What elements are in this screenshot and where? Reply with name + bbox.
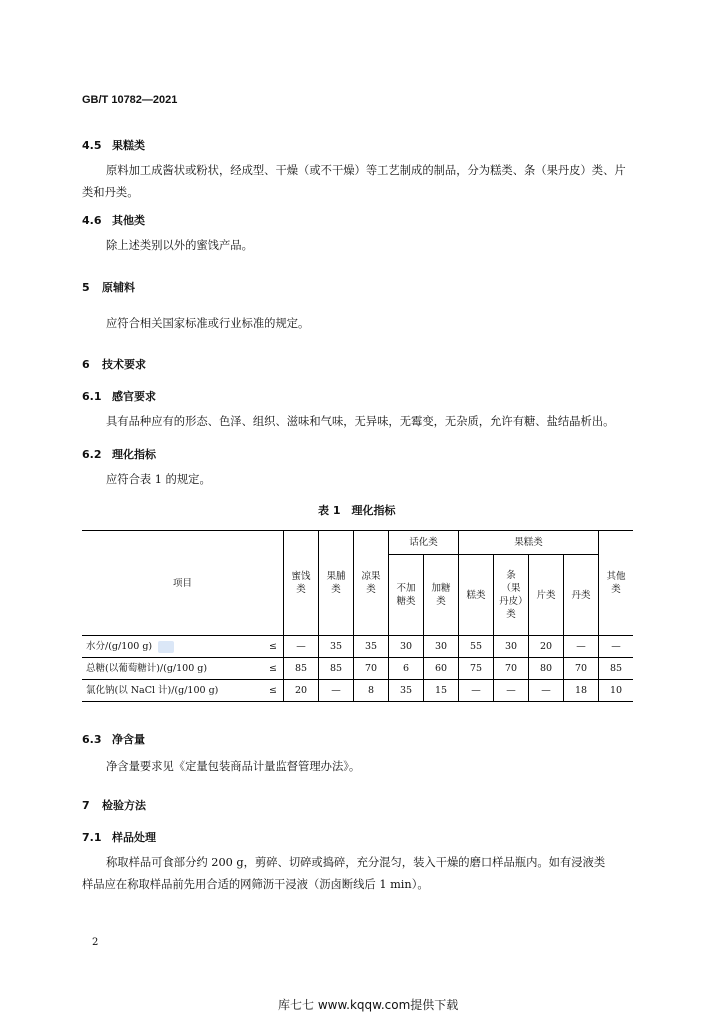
row-name-moisture: 水分/(g/100 g) — [82, 636, 258, 658]
section-heading-5 — [82, 279, 135, 295]
row-name-sodium-chloride: 氯化钠(以 NaCl 计)/(g/100 g) — [82, 680, 258, 702]
watermark-icon — [158, 641, 174, 653]
cell: — — [284, 636, 319, 658]
page-number: 2 — [92, 937, 99, 948]
cell: 70 — [494, 658, 529, 680]
section-number: 7.1 — [82, 831, 102, 844]
section-number: 4.5 — [82, 139, 102, 152]
section-heading-6-3 — [82, 731, 145, 747]
section-number: 6.3 — [82, 733, 102, 746]
cell: 55 — [459, 636, 494, 658]
section-title: 感官要求 — [112, 390, 156, 403]
cell: — — [564, 636, 599, 658]
cell: — — [599, 636, 634, 658]
cell: — — [494, 680, 529, 702]
download-footer: 库七七 www.kqqw.com提供下载 — [278, 998, 459, 1012]
section-title: 理化指标 — [112, 448, 156, 461]
row-symbol: ≤ — [258, 680, 284, 702]
section-heading-7 — [82, 797, 146, 813]
paragraph-line: 称取样品可食部分约 200 g，剪碎、切碎或捣碎，充分混匀，装入干燥的磨口样品瓶内。如有浸液类 — [106, 856, 606, 869]
header-group-huahua: 话化类 — [389, 531, 459, 555]
header-pianlei: 片类 — [529, 555, 564, 636]
cell: 70 — [354, 658, 389, 680]
cell: 35 — [389, 680, 424, 702]
paragraph-line: 除上述类别以外的蜜饯产品。 — [106, 239, 253, 252]
cell: 6 — [389, 658, 424, 680]
cell: 20 — [529, 636, 564, 658]
table-caption: 表 1 理化指标 — [318, 504, 396, 517]
paragraph-line: 应符合相关国家标准或行业标准的规定。 — [106, 317, 310, 330]
section-heading-6-1 — [82, 388, 156, 404]
header-guopu: 果脯类 — [319, 531, 354, 636]
section-number: 5 — [82, 281, 90, 294]
cell: 30 — [424, 636, 459, 658]
cell: 85 — [599, 658, 634, 680]
section-title: 检验方法 — [102, 799, 146, 812]
cell: 15 — [424, 680, 459, 702]
cell: 85 — [319, 658, 354, 680]
standard-code: GB/T 10782—2021 — [82, 94, 178, 106]
paragraph-line: 应符合表 1 的规定。 — [106, 473, 211, 486]
cell: 30 — [494, 636, 529, 658]
cell: 35 — [319, 636, 354, 658]
header-jiatang: 加糖类 — [424, 555, 459, 636]
section-title: 样品处理 — [112, 831, 156, 844]
cell: 30 — [389, 636, 424, 658]
paragraph-line: 类和丹类。 — [82, 186, 139, 199]
row-name-total-sugar: 总糖(以葡萄糖计)/(g/100 g) — [82, 658, 258, 680]
cell: — — [319, 680, 354, 702]
section-number: 4.6 — [82, 214, 102, 227]
cell: 80 — [529, 658, 564, 680]
cell: 85 — [284, 658, 319, 680]
section-title: 净含量 — [112, 733, 145, 746]
table-row — [82, 636, 633, 658]
table-row — [82, 658, 633, 680]
header-item: 项目 — [82, 531, 284, 636]
section-title: 技术要求 — [102, 358, 146, 371]
table-physicochemical-indicators — [82, 530, 633, 702]
cell: 18 — [564, 680, 599, 702]
paragraph-line: 净含量要求见《定量包装商品计量监督管理办法》。 — [106, 760, 361, 773]
cell: 70 — [564, 658, 599, 680]
section-heading-4-6 — [82, 212, 145, 228]
section-heading-7-1 — [82, 829, 156, 845]
paragraph-line: 具有品种应有的形态、色泽、组织、滋味和气味，无异味，无霉变，无杂质，允许有糖、盐结晶析出。 — [106, 415, 615, 428]
row-symbol: ≤ — [258, 658, 284, 680]
cell: 20 — [284, 680, 319, 702]
section-heading-6 — [82, 356, 146, 372]
section-number: 6.2 — [82, 448, 102, 461]
cell: 75 — [459, 658, 494, 680]
cell: 8 — [354, 680, 389, 702]
section-number: 6.1 — [82, 390, 102, 403]
section-number: 6 — [82, 358, 90, 371]
row-symbol: ≤ — [258, 636, 284, 658]
header-mijian: 蜜饯类 — [284, 531, 319, 636]
section-title: 原辅料 — [102, 281, 135, 294]
header-qita: 其他类 — [599, 531, 634, 636]
header-liangguo: 凉果类 — [354, 531, 389, 636]
cell: 60 — [424, 658, 459, 680]
cell: 35 — [354, 636, 389, 658]
paragraph-line: 样品应在称取样品前先用合适的网筛沥干浸液（沥卤断线后 1 min）。 — [82, 878, 429, 891]
section-title: 果糕类 — [112, 139, 145, 152]
header-tiaolei: 条（果丹皮）类 — [494, 555, 529, 636]
cell: — — [459, 680, 494, 702]
cell: — — [529, 680, 564, 702]
header-gaolei: 糕类 — [459, 555, 494, 636]
section-heading-4-5 — [82, 137, 145, 153]
header-group-guogao: 果糕类 — [459, 531, 599, 555]
section-number: 7 — [82, 799, 90, 812]
table-row — [82, 680, 633, 702]
section-title: 其他类 — [112, 214, 145, 227]
cell: 10 — [599, 680, 634, 702]
header-bujiatang: 不加糖类 — [389, 555, 424, 636]
paragraph-line: 原料加工成酱状或粉状，经成型、干燥（或不干燥）等工艺制成的制品，分为糕类、条（果丹皮）类、片 — [106, 164, 626, 177]
section-heading-6-2 — [82, 446, 156, 462]
header-danlei: 丹类 — [564, 555, 599, 636]
